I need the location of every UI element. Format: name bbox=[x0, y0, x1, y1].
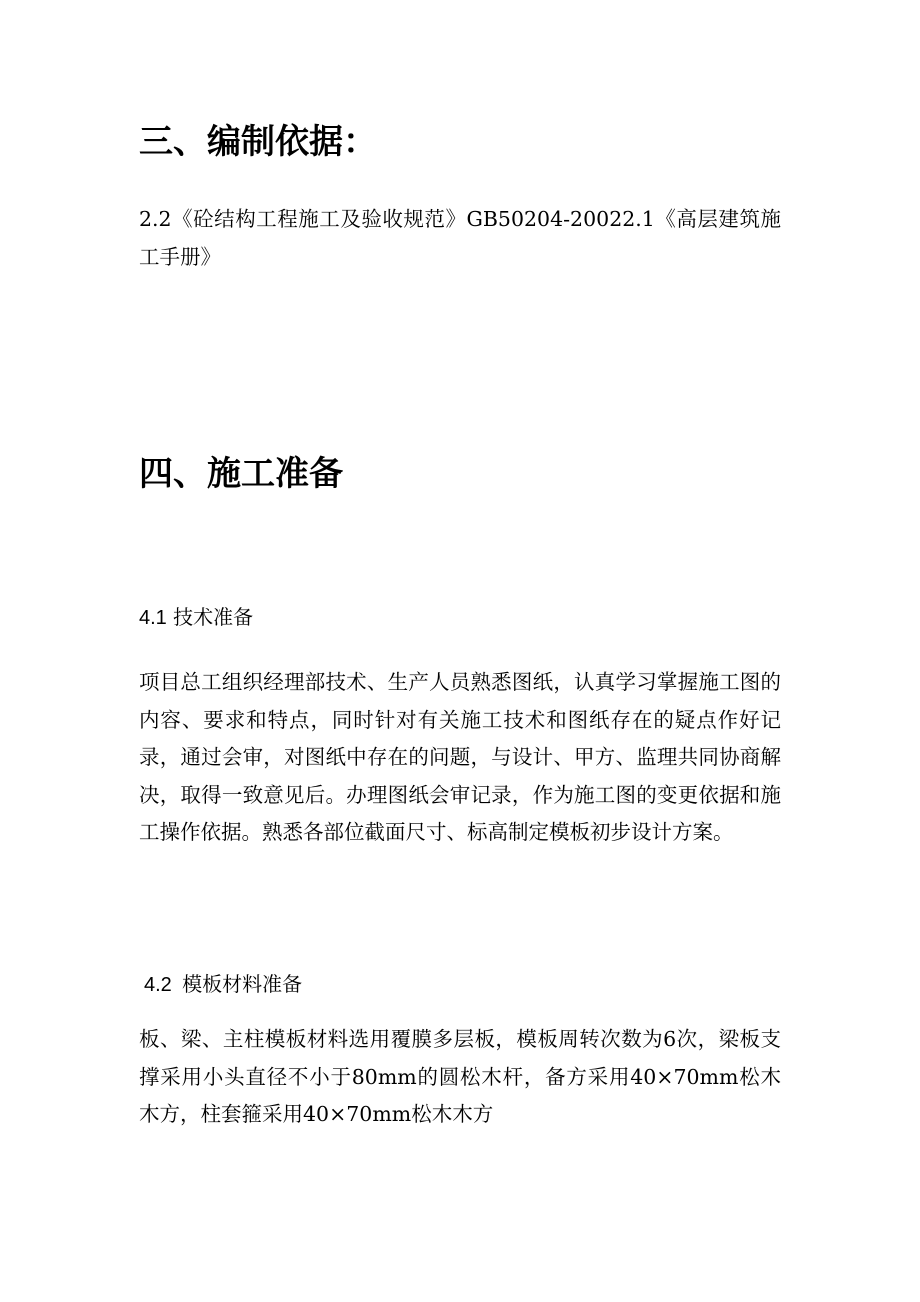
section-heading-construction-preparation: 四、施工准备 bbox=[139, 454, 343, 494]
subsection-title: 技术准备 bbox=[173, 605, 254, 629]
technical-preparation-paragraph: 项目总工组织经理部技术、生产人员熟悉图纸，认真学习掌握施工图的内容、要求和特点，同时针对有关施工技术和图纸存在的疑点作好记录，通过会审，对图纸中存在的问题，与设计、甲方、监理共同协商解决，取得一致意见后。办理图纸会审记录，作为施工图的变更依据和施工操作依据。熟悉各部位截面尺寸、标高制定模板初步设计方案。 bbox=[139, 670, 781, 844]
subsection-title: 模板材料准备 bbox=[182, 972, 303, 996]
formwork-material-paragraph: 板、梁、主柱模板材料选用覆膜多层板，模板周转次数为6次，梁板支撑采用小头直径不小于80mm的圆松木杆，备方采用40×70mm松木木方，柱套箍采用40×70mm松木木方 bbox=[139, 1027, 781, 1126]
subsection-number: 4.1 bbox=[139, 607, 167, 629]
subsection-number: 4.2 bbox=[144, 974, 172, 996]
subsection-heading-technical-preparation bbox=[139, 602, 253, 633]
section-heading-compilation-basis: 三、编制依据： bbox=[139, 122, 377, 162]
subsection-heading-formwork-material-preparation bbox=[144, 969, 302, 1000]
compilation-basis-paragraph: 2.2《砼结构工程施工及验收规范》GB50204-20022.1《高层建筑施工手册》 bbox=[139, 207, 781, 269]
